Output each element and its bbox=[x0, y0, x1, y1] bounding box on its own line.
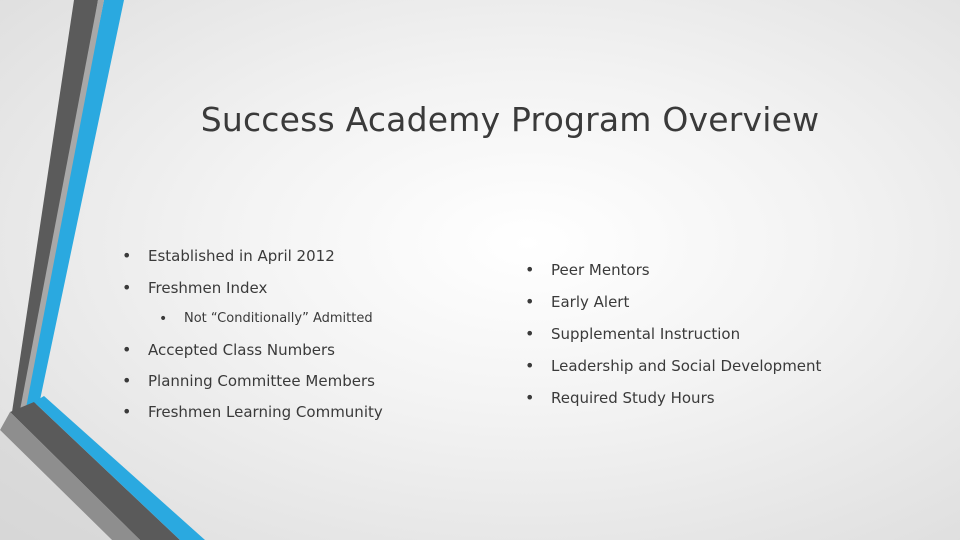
bullet-icon: • bbox=[525, 292, 535, 311]
list-item-text: Freshmen Learning Community bbox=[148, 403, 383, 421]
bullet-icon: • bbox=[525, 388, 535, 407]
list-item-text: Freshmen Index bbox=[148, 279, 268, 297]
list-item-text: Required Study Hours bbox=[551, 389, 715, 407]
list-item-text: Supplemental Instruction bbox=[551, 325, 741, 343]
gray-stripe bbox=[12, 0, 98, 412]
list-item-text: Planning Committee Members bbox=[148, 372, 375, 390]
bullet-icon: • bbox=[525, 260, 535, 279]
light-gray-stripe bbox=[20, 0, 104, 410]
bullet-icon: • bbox=[525, 324, 535, 343]
list-item-text: Not “Conditionally” Admitted bbox=[184, 311, 373, 326]
slide-title: Success Academy Program Overview bbox=[200, 100, 820, 139]
list-item-text: Accepted Class Numbers bbox=[148, 341, 335, 359]
bullet-icon: • bbox=[122, 402, 132, 421]
list-item-text: Peer Mentors bbox=[551, 261, 650, 279]
list-item-text: Established in April 2012 bbox=[148, 247, 335, 265]
bullet-icon: • bbox=[122, 246, 132, 265]
bullet-icon: • bbox=[122, 371, 132, 390]
list-item-text: Leadership and Social Development bbox=[551, 357, 822, 375]
bullet-icon: • bbox=[525, 356, 535, 375]
decorative-stripes bbox=[0, 0, 260, 540]
bullet-icon: • bbox=[122, 340, 132, 359]
bullet-icon: • bbox=[159, 311, 168, 327]
list-item-text: Early Alert bbox=[551, 293, 630, 311]
bullet-icon: • bbox=[122, 278, 132, 297]
